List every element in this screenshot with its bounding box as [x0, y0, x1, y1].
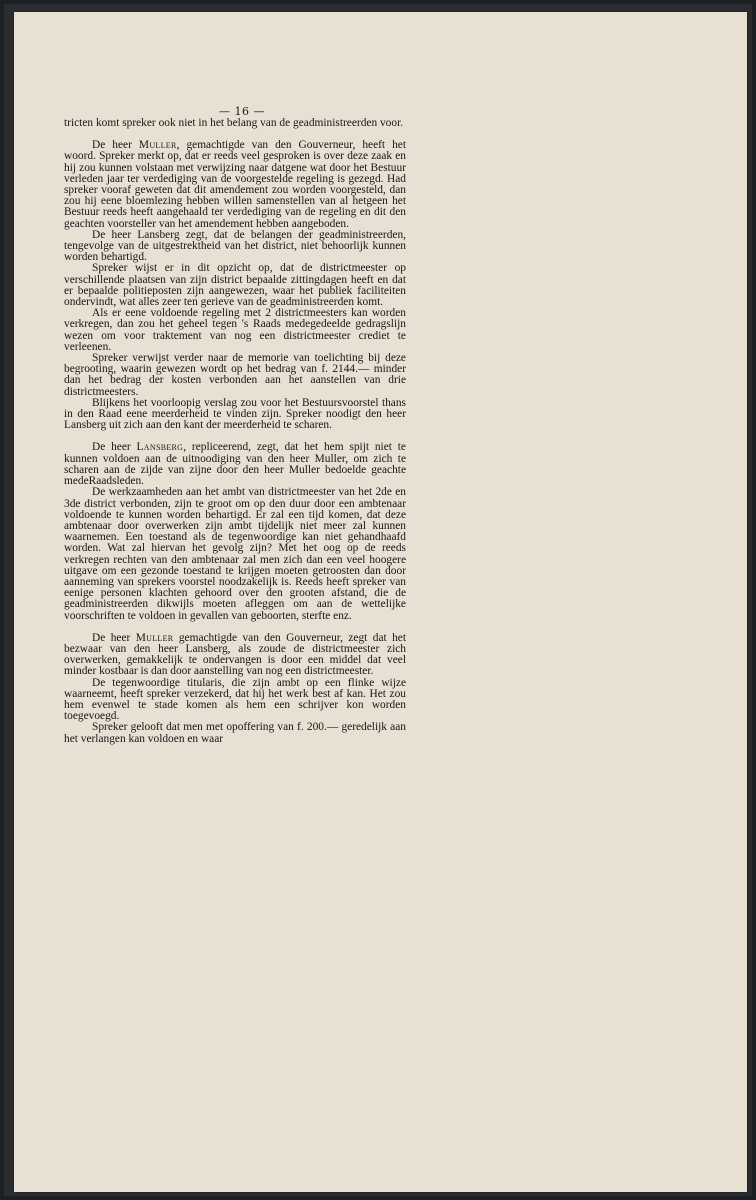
paragraph [64, 353, 406, 398]
scan-frame [4, 4, 752, 1196]
text-run: Spreker gelooft dat men met opoffering van f. 200.— geredelijk aan het verlangen kan voldoen en waar [64, 721, 406, 745]
paragraph [64, 487, 406, 621]
document-page [14, 12, 747, 1192]
text-run: , repliceerend, zegt, dat het hem spijt niet te kunnen voldoen aan de uitnoodiging van den heer Muller, om zich te scharen aan de zijde van zijne door den heer Muller bedoelde geachte medeRaadsleden. [64, 441, 406, 488]
speaker-name: Lansberg [136, 441, 184, 454]
text-run: De werkzaamheden aan het ambt van districtmeester van het 2de en 3de district verbonden, zijn te groot om op den duur door een ambtenaar voldoende te kunnen worden behartigd. Er zal een tijd komen, dat deze ambtenaar door overwerken zijn ambt tijdelijk niet meer zal kunnen waarnemen. Een toestand als de tegenwoordige kan niet gehandhaafd worden. Wat zal hiervan het gevolg zijn? Met het oog op de reeds verkregen rechten van den ambtenaar zal men zich dan een veel hoogere uitgave om een gezonde toestand te krijgen moeten getroosten dan door aanneming van sprekers voorstel noodzakelijk is. Reeds heeft spreker van eenige personen klachten gehoord over den grooten afstand, die de geadministreerden dikwijls moeten afleggen om aan de wettelijke voorschriften te voldoen in gevallen van geboorten, sterfte enz. [64, 486, 406, 622]
paragraph [64, 722, 406, 744]
paragraph [64, 633, 406, 678]
paragraph [64, 118, 406, 129]
page-number: — 16 — [219, 105, 265, 118]
paragraph [64, 308, 406, 353]
document-body [64, 118, 406, 745]
text-run: , gemachtigde van den Gouverneur, heeft het woord. Spreker merkt op, dat er reeds veel gesproken is over deze zaak en hij zou kunnen volstaan met verwijzing naar datgene wat door het Bestuur verleden jaar ter verdediging van de voorgestelde regeling is gezegd. Had spreker vooraf geweten dat dit amendement zou worden voorgesteld, dan zou hij eene bloemlezing hebben willen samenstellen van al hetgeen het Bestuur reeds heeft aangehaald ter verdediging van de regeling en dit den geachten voorsteller van het amendement hebben aangeboden. [64, 139, 406, 230]
speaker-name: Muller [138, 139, 177, 152]
text-run: De heer [92, 139, 139, 152]
text-run: Spreker wijst er in dit opzicht op, dat de districtmeester op verschillende plaatsen van zijn district bepaalde zittingdagen heeft en dat er bepaalde politieposten zijn aangewezen, waar het publiek faciliteiten ondervindt, wat alles zeer ten gerieve van de geadministreerden komt. [64, 262, 406, 309]
text-run: De heer Lansberg zegt, dat de belangen der geadministreerden, tengevolge van de uitgestrektheid van het district, niet behoorlijk kunnen worden behartigd. [64, 228, 406, 264]
paragraph [64, 678, 406, 723]
text-run: gemachtigde van den Gouverneur, zegt dat het bezwaar van den heer Lansberg, als zoude de districtmeester zich overwerken, gemakkelijk te ondervangen is door een middel dat veel minder kostbaar is dan door aanstelling van nog een districtmeester. [64, 631, 406, 678]
text-run: Blijkens het voorloopig verslag zou voor het Bestuursvoorstel thans in den Raad eene meerderheid te vinden zijn. Spreker noodigt den heer Lansberg uit zich aan den kant der meerderheid te scharen. [64, 396, 406, 432]
paragraph [64, 263, 406, 308]
text-run: De heer [92, 631, 136, 644]
paragraph [64, 230, 406, 264]
text-run: De heer [92, 441, 137, 454]
speaker-name: Muller [135, 631, 174, 644]
text-run: De tegenwoordige titularis, die zijn ambt op een flinke wijze waarneemt, heeft spreker verzekerd, dat hij het werk best af kan. Het zou hem evenwel te stade komen als hem een schrijver kon worden toegevoegd. [64, 676, 406, 723]
paragraph [64, 398, 406, 432]
paragraph [64, 442, 406, 487]
text-run: Spreker verwijst verder naar de memorie van toelichting bij deze begrooting, waarin gewezen wordt op het bedrag van f. 2144.— minder dan het bedrag der kosten verbonden aan het aanstellen van drie districtmeesters. [64, 352, 406, 398]
paragraph [64, 140, 406, 230]
text-run: tricten komt spreker ook niet in het belang van de geadministreerden voor. [64, 117, 404, 129]
text-run: Als er eene voldoende regeling met 2 districtmeesters kan worden verkregen, dan zou het geheel tegen 's Raads medegedeelde gedragslijn wezen om voor traktement van nog een districtmeester crediet te verleenen. [64, 307, 406, 353]
